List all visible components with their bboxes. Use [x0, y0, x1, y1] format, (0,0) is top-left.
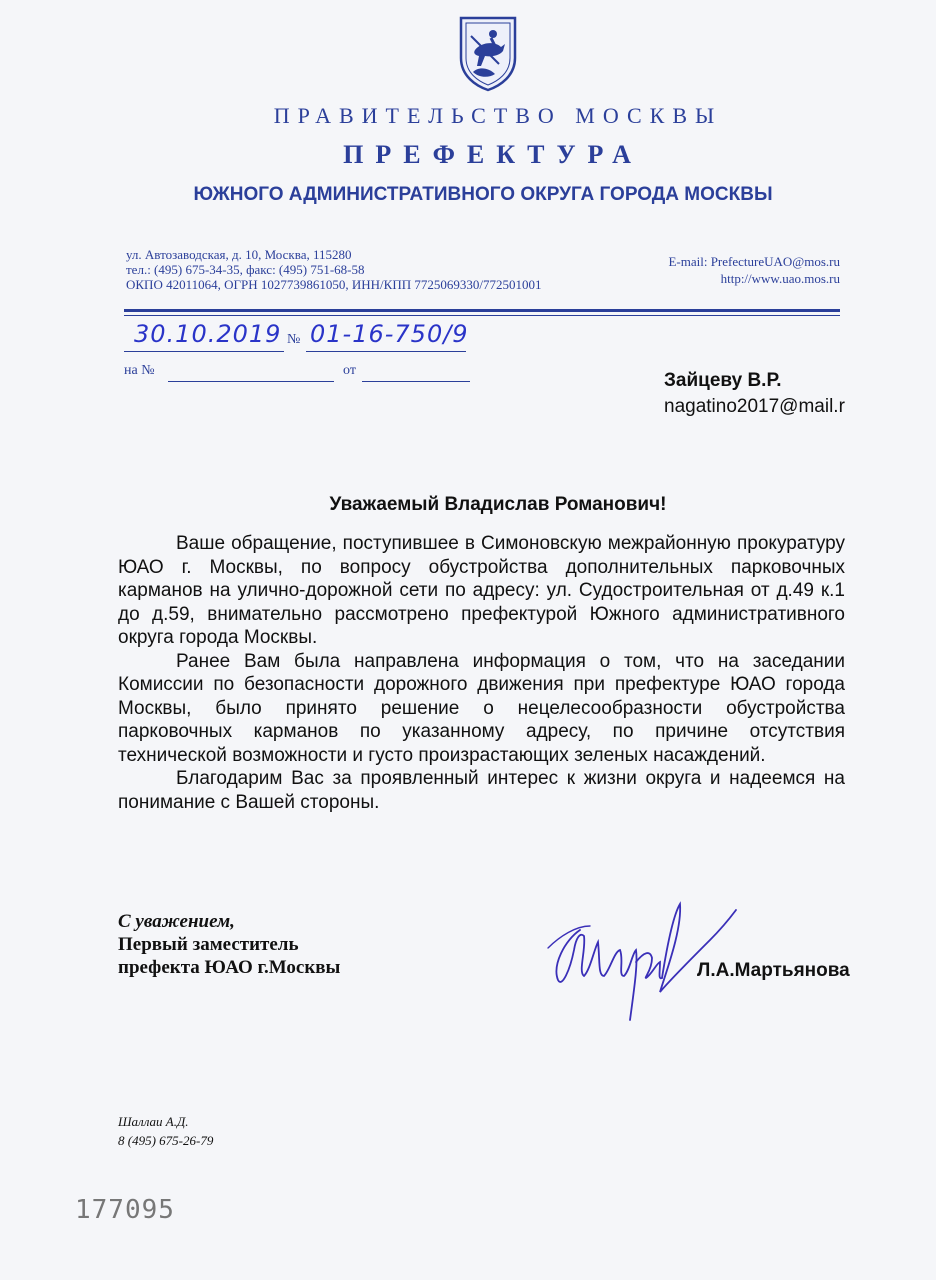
body-paragraph: Благодарим Вас за проявленный интерес к жизни округа и надеемся на понимание с Вашей стороны. — [118, 768, 845, 813]
position-line-1: Первый заместитель — [118, 934, 299, 955]
executor-info — [118, 1112, 213, 1150]
email-line: E-mail: PrefectureUAO@mos.ru — [668, 254, 840, 269]
letter-body — [118, 532, 845, 814]
position-line-2: префекта ЮАО г.Москвы — [118, 957, 341, 978]
moscow-coat-of-arms-icon — [455, 14, 521, 92]
prefecture-title: ПРЕФЕКТУРА — [343, 140, 643, 169]
reference-number-blank — [168, 381, 334, 382]
executor-name: Шаллаи А.Д. — [118, 1114, 189, 1129]
reference-number-label: на № — [124, 363, 155, 378]
signature-block — [118, 910, 340, 979]
addressee-name: Зайцеву В.Р. — [664, 370, 782, 391]
contacts-right — [668, 253, 840, 287]
header-divider-thin — [124, 315, 840, 316]
header-divider-thick — [124, 309, 840, 312]
addressee-email: nagatino2017@mail.r — [664, 396, 845, 417]
registration-number-label: № — [287, 332, 301, 347]
reference-date-blank — [362, 381, 470, 382]
reference-date-label: от — [343, 363, 356, 378]
salutation: Уважаемый Владислав Романович! — [329, 494, 667, 515]
registration-date-underline — [124, 351, 284, 352]
address-line: ул. Автозаводская, д. 10, Москва, 115280 — [126, 247, 352, 262]
body-paragraph: Ранее Вам была направлена информация о том, что на заседании Комиссии по безопасности дорожного движения при префектуре ЮАО города Москвы, было принято решение о нецелесообразности обустройства парковочных карманов по указанному адресу, по причине отсутствия технической возможности и густо произрастающих зеленых насаждений. — [118, 650, 845, 766]
document-number: 177095 — [75, 1195, 175, 1225]
government-title: ПРАВИТЕЛЬСТВО МОСКВЫ — [273, 103, 723, 128]
phone-line: тел.: (495) 675-34-35, факс: (495) 751-68-58 — [126, 262, 365, 277]
registration-number-underline — [306, 351, 466, 352]
body-paragraph: Ваше обращение, поступившее в Симоновскую межрайонную прокуратуру ЮАО г. Москвы, по вопросу обустройства дополнительных парковочных карманов на улично-дорожной сети по адресу: ул. Судостроительная от д.49 к.1 до д.59, внимательно рассмотрено префектурой Южного административного округа города Москвы. — [118, 533, 845, 648]
contacts-left — [126, 247, 541, 292]
closing-line: С уважением, — [118, 911, 235, 932]
signer-name: Л.А.Мартьянова — [697, 960, 850, 981]
codes-line: ОКПО 42011064, ОГРН 1027739861050, ИНН/КПП 7725069330/772501001 — [126, 277, 542, 292]
handwritten-signature — [540, 880, 740, 1030]
registration-date: 30.10.2019 — [134, 320, 282, 348]
registration-number: 01-16-750/9 — [310, 320, 469, 348]
district-title: ЮЖНОГО АДМИНИСТРАТИВНОГО ОКРУГА ГОРОДА МОСКВЫ — [193, 184, 773, 205]
executor-phone: 8 (495) 675-26-79 — [118, 1133, 214, 1148]
website-line: http://www.uao.mos.ru — [720, 271, 840, 286]
